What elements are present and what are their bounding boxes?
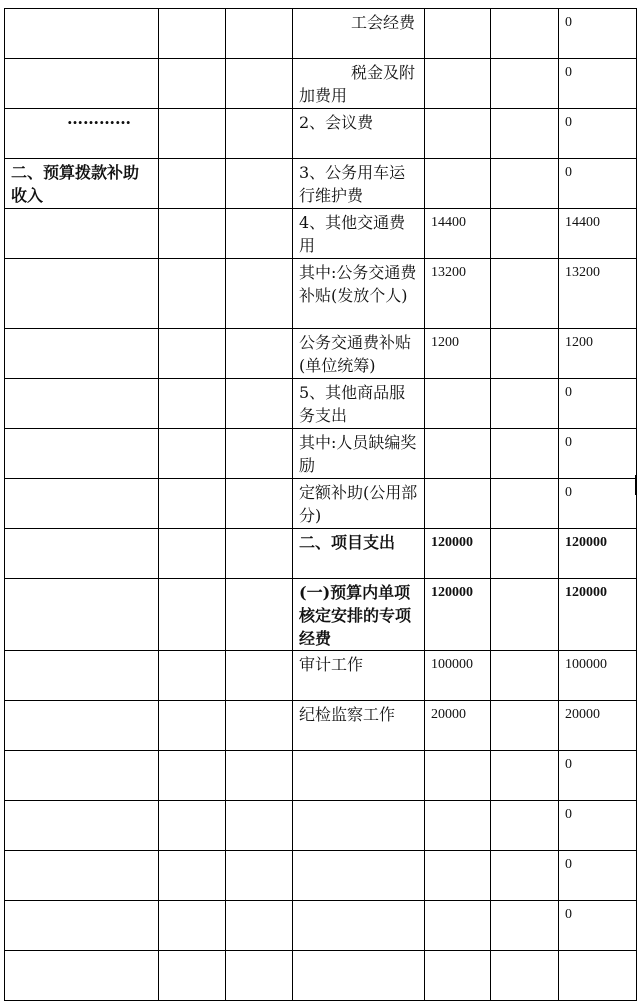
table-cell: [159, 159, 226, 209]
amount-cell: 120000: [425, 529, 491, 579]
table-cell: [5, 209, 159, 259]
item-cell: 二、项目支出: [293, 529, 425, 579]
table-row: [5, 651, 637, 701]
table-row: [5, 259, 637, 329]
item-cell: [293, 951, 425, 1001]
amount-cell: [425, 109, 491, 159]
amount-cell: 20000: [425, 701, 491, 751]
table-cell: [159, 651, 226, 701]
table-cell: [226, 429, 293, 479]
item-cell: [293, 901, 425, 951]
total-cell: 0: [559, 9, 637, 59]
table-cell: [491, 651, 559, 701]
item-cell: 税金及附加费用: [293, 59, 425, 109]
total-cell: 0: [559, 901, 637, 951]
table-cell: [5, 701, 159, 751]
total-cell: [559, 951, 637, 1001]
table-cell: [5, 951, 159, 1001]
table-cell: [159, 9, 226, 59]
table-cell: [5, 651, 159, 701]
table-cell: [159, 701, 226, 751]
item-cell: [293, 751, 425, 801]
table-row: [5, 429, 637, 479]
total-cell: 120000: [559, 579, 637, 651]
table-cell: [491, 109, 559, 159]
amount-cell: [425, 751, 491, 801]
table-row: [5, 209, 637, 259]
total-cell: 0: [559, 59, 637, 109]
table-cell: [491, 701, 559, 751]
item-cell: 工会经费: [293, 9, 425, 59]
item-cell: 4、其他交通费用: [293, 209, 425, 259]
total-cell: 14400: [559, 209, 637, 259]
total-cell: 100000: [559, 651, 637, 701]
table-row: [5, 9, 637, 59]
table-cell: [491, 9, 559, 59]
table-cell: [226, 209, 293, 259]
table-cell: [159, 59, 226, 109]
table-cell: [491, 529, 559, 579]
total-cell: 0: [559, 801, 637, 851]
table-row: [5, 109, 637, 159]
table-cell: [5, 259, 159, 329]
total-cell: 120000: [559, 529, 637, 579]
item-cell: (一)预算内单项核定安排的专项经费: [293, 579, 425, 651]
table-cell: [5, 329, 159, 379]
table-cell: [226, 109, 293, 159]
table-row: [5, 529, 637, 579]
table-cell: [5, 579, 159, 651]
amount-cell: [425, 429, 491, 479]
table-row: [5, 59, 637, 109]
table-row: [5, 851, 637, 901]
table-cell: [226, 851, 293, 901]
table-row: [5, 159, 637, 209]
dots-cell: …………: [5, 109, 159, 159]
amount-cell: 100000: [425, 651, 491, 701]
item-cell: 5、其他商品服务支出: [293, 379, 425, 429]
amount-cell: [425, 379, 491, 429]
table-cell: [226, 751, 293, 801]
table-cell: [5, 379, 159, 429]
table-cell: [159, 109, 226, 159]
table-cell: [159, 379, 226, 429]
table-cell: [491, 751, 559, 801]
table-cell: [5, 751, 159, 801]
item-cell: 公务交通费补贴(单位统筹): [293, 329, 425, 379]
table-cell: [159, 851, 226, 901]
total-cell: 0: [559, 479, 637, 529]
table-row: [5, 801, 637, 851]
table-cell: [5, 901, 159, 951]
table-cell: [491, 259, 559, 329]
table-cell: [226, 901, 293, 951]
table-cell: [491, 59, 559, 109]
table-cell: [226, 951, 293, 1001]
table-row: [5, 701, 637, 751]
category-cell: 二、预算拨款补助收入: [5, 159, 159, 209]
table-cell: [491, 379, 559, 429]
amount-cell: 14400: [425, 209, 491, 259]
amount-cell: 1200: [425, 329, 491, 379]
table-cell: [491, 479, 559, 529]
item-cell: 2、会议费: [293, 109, 425, 159]
table-cell: [226, 159, 293, 209]
total-cell: 0: [559, 109, 637, 159]
total-cell: 1200: [559, 329, 637, 379]
item-cell: 审计工作: [293, 651, 425, 701]
amount-cell: [425, 159, 491, 209]
amount-cell: [425, 9, 491, 59]
amount-cell: [425, 479, 491, 529]
table-cell: [226, 479, 293, 529]
amount-cell: [425, 851, 491, 901]
table-cell: [491, 801, 559, 851]
text-cursor: [635, 475, 637, 495]
table-cell: [226, 701, 293, 751]
item-cell: 其中:人员缺编奖励: [293, 429, 425, 479]
item-cell: 其中:公务交通费补贴(发放个人): [293, 259, 425, 329]
table-cell: [226, 59, 293, 109]
table-row: [5, 329, 637, 379]
amount-cell: 13200: [425, 259, 491, 329]
budget-table: [4, 8, 637, 1001]
table-cell: [159, 529, 226, 579]
table-row: [5, 379, 637, 429]
table-cell: [491, 951, 559, 1001]
table-row: [5, 951, 637, 1001]
table-cell: [5, 479, 159, 529]
table-cell: [159, 259, 226, 329]
total-cell: 0: [559, 851, 637, 901]
table-cell: [159, 801, 226, 851]
table-cell: [159, 329, 226, 379]
table-row: [5, 901, 637, 951]
amount-cell: [425, 951, 491, 1001]
table-cell: [491, 209, 559, 259]
table-cell: [226, 651, 293, 701]
table-cell: [5, 9, 159, 59]
table-cell: [491, 429, 559, 479]
table-row: [5, 579, 637, 651]
item-cell: [293, 801, 425, 851]
table-cell: [226, 529, 293, 579]
table-cell: [5, 429, 159, 479]
table-cell: [491, 159, 559, 209]
table-cell: [5, 801, 159, 851]
table-cell: [491, 579, 559, 651]
total-cell: 0: [559, 429, 637, 479]
table-cell: [226, 579, 293, 651]
amount-cell: 120000: [425, 579, 491, 651]
table-cell: [226, 329, 293, 379]
table-cell: [226, 259, 293, 329]
total-cell: 0: [559, 379, 637, 429]
table-cell: [5, 851, 159, 901]
table-cell: [159, 751, 226, 801]
table-cell: [159, 901, 226, 951]
table-cell: [159, 209, 226, 259]
table-cell: [5, 59, 159, 109]
table-cell: [226, 379, 293, 429]
total-cell: 13200: [559, 259, 637, 329]
table-cell: [491, 329, 559, 379]
total-cell: 0: [559, 159, 637, 209]
table-cell: [226, 801, 293, 851]
table-row: [5, 479, 637, 529]
table-cell: [5, 529, 159, 579]
item-cell: 定额补助(公用部分): [293, 479, 425, 529]
item-cell: 纪检监察工作: [293, 701, 425, 751]
amount-cell: [425, 901, 491, 951]
item-cell: [293, 851, 425, 901]
table-row: [5, 751, 637, 801]
table-cell: [159, 479, 226, 529]
amount-cell: [425, 59, 491, 109]
table-cell: [159, 429, 226, 479]
table-cell: [491, 851, 559, 901]
table-cell: [491, 901, 559, 951]
table-cell: [159, 951, 226, 1001]
table-cell: [226, 9, 293, 59]
table-cell: [159, 579, 226, 651]
total-cell: 0: [559, 751, 637, 801]
item-cell: 3、公务用车运行维护费: [293, 159, 425, 209]
amount-cell: [425, 801, 491, 851]
total-cell: 20000: [559, 701, 637, 751]
